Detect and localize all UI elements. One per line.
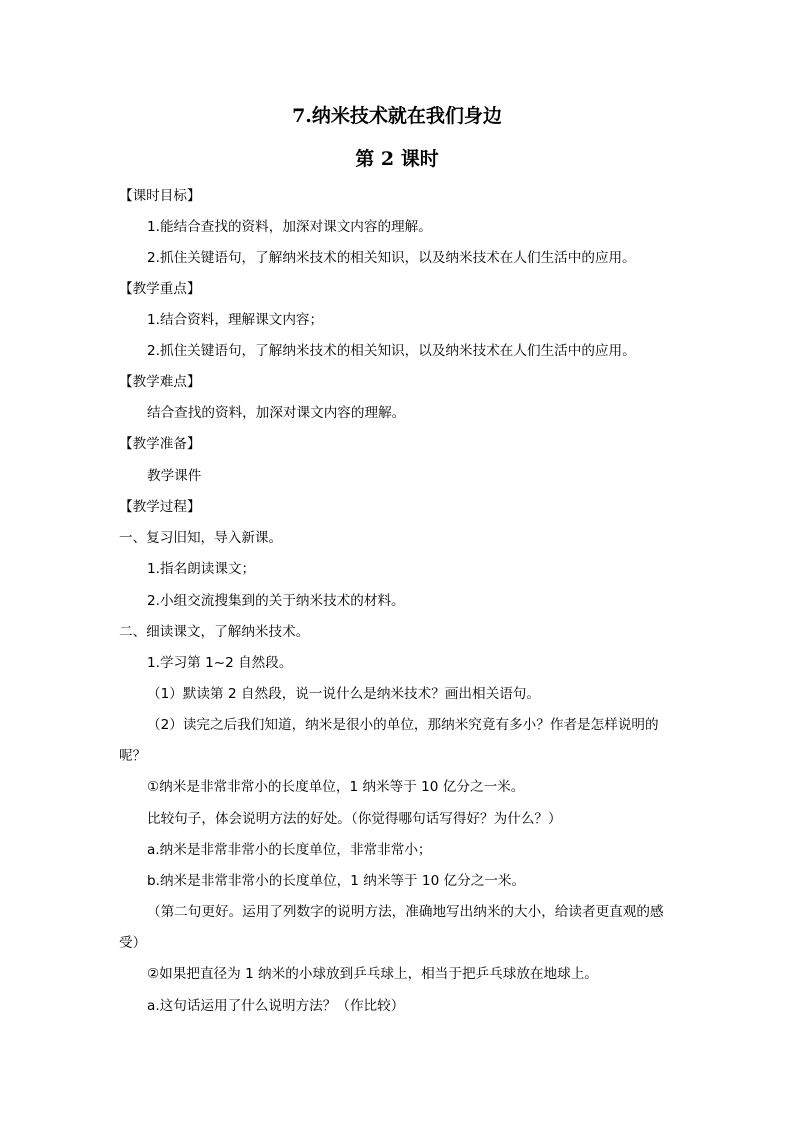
paragraph-line: a.纳米是非常非常小的长度单位，非常非常小； xyxy=(147,842,432,858)
paragraph-line: （1）默读第 2 自然段，说一说什么是纳米技术？画出相关语句。 xyxy=(147,686,540,702)
paragraph-line: 2.抓住关键语句，了解纳米技术的相关知识，以及纳米技术在人们生活中的应用。 xyxy=(147,250,636,266)
step-heading-close-reading: 二、细读课文，了解纳米技术。 xyxy=(119,624,310,640)
paragraph-line: 1.学习第 1~2 自然段。 xyxy=(147,655,293,671)
section-heading-objectives: 【课时目标】 xyxy=(119,188,201,204)
paragraph-line: （第二句更好。运用了列数字的说明方法，准确地写出纳米的大小，给读者更直观的感 xyxy=(147,904,664,920)
paragraph-line: ②如果把直径为 1 纳米的小球放到乒乓球上，相当于把乒乓球放在地球上。 xyxy=(147,966,598,982)
paragraph-line: ①纳米是非常非常小的长度单位，1 纳米等于 10 亿分之一米。 xyxy=(147,779,525,795)
paragraph-line: 2.抓住关键语句，了解纳米技术的相关知识，以及纳米技术在人们生活中的应用。 xyxy=(147,343,636,359)
step-heading-review: 一、复习旧知，导入新课。 xyxy=(119,530,283,546)
paragraph-line: 受） xyxy=(119,935,147,951)
paragraph-line: 1.结合资料，理解课文内容； xyxy=(147,312,324,328)
section-heading-process: 【教学过程】 xyxy=(119,499,201,515)
paragraph-line: 结合查找的资料，加深对课文内容的理解。 xyxy=(147,405,406,421)
lesson-subtitle: 第 2 课时 xyxy=(355,148,439,170)
paragraph-line: 比较句子，体会说明方法的好处。（你觉得哪句话写得好？为什么？） xyxy=(147,811,562,827)
section-heading-difficulties: 【教学难点】 xyxy=(119,374,201,390)
paragraph-line: 教学课件 xyxy=(147,468,202,484)
paragraph-line: 1.能结合查找的资料，加深对课文内容的理解。 xyxy=(147,219,432,235)
paragraph-line: 呢？ xyxy=(119,748,147,764)
section-heading-preparation: 【教学准备】 xyxy=(119,436,201,452)
paragraph-line: a.这句话运用了什么说明方法？（作比较） xyxy=(147,998,405,1014)
paragraph-line: b.纳米是非常非常小的长度单位，1 纳米等于 10 亿分之一米。 xyxy=(147,873,526,889)
paragraph-line: 1.指名朗读课文； xyxy=(147,561,256,577)
paragraph-line: （2）读完之后我们知道，纳米是很小的单位，那纳米究竟有多小？作者是怎样说明的 xyxy=(147,717,659,733)
section-heading-key-points: 【教学重点】 xyxy=(119,281,201,297)
paragraph-line: 2.小组交流搜集到的关于纳米技术的材料。 xyxy=(147,593,405,609)
document-title: 7.纳米技术就在我们身边 xyxy=(292,105,502,127)
